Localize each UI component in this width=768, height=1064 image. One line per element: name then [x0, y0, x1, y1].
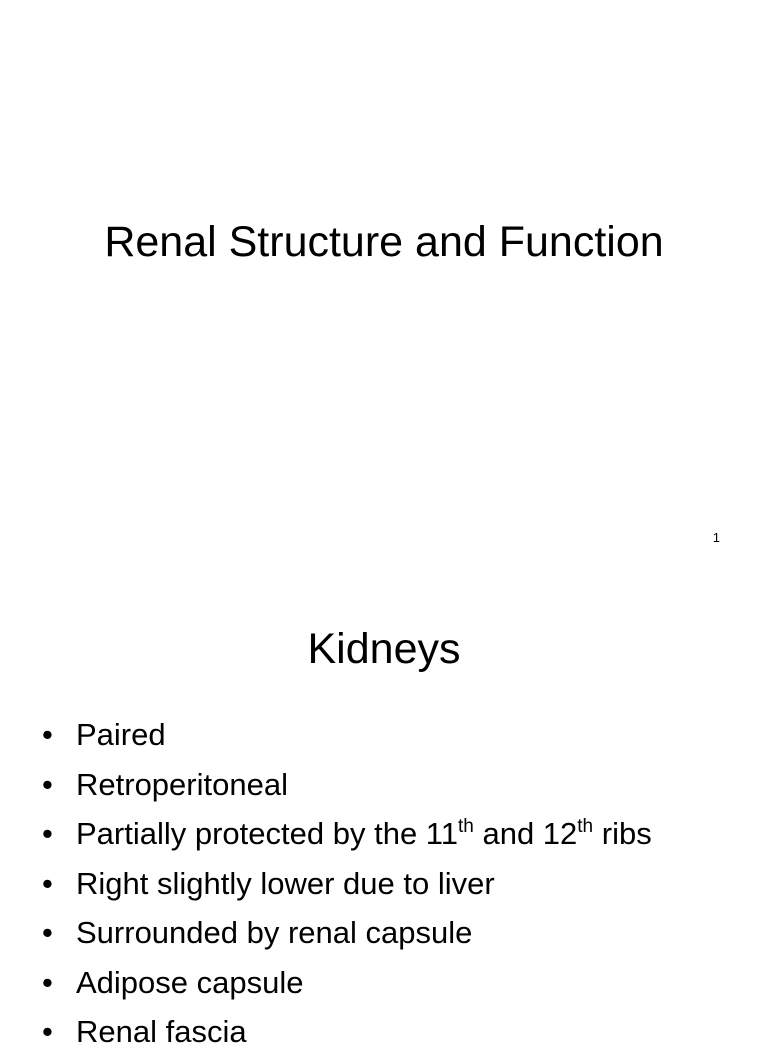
bullet-icon: • [42, 915, 53, 950]
slide-title: Renal Structure and Function [104, 218, 664, 266]
bullet-text-part: ribs [593, 816, 652, 851]
bullet-icon: • [42, 816, 53, 851]
slide-2 [0, 576, 768, 1049]
page-number: 1 [712, 530, 720, 545]
bullet-text: Surrounded by renal capsule [76, 915, 473, 950]
bullet-text: Right slightly lower due to liver [76, 865, 495, 901]
bullet-text-part: Partially protected by the 11 [76, 816, 458, 851]
bullet-icon: • [42, 1014, 53, 1049]
ordinal-suffix: th [457, 816, 474, 837]
bullet-text: Retroperitoneal [76, 766, 288, 802]
bullet-text: Paired [76, 717, 166, 752]
slide-title: Kidneys [307, 625, 461, 673]
bullet-text [76, 816, 652, 852]
bullet-text: Renal fascia [76, 1014, 247, 1049]
bullet-icon: • [42, 766, 53, 802]
bullet-text: Adipose capsule [76, 964, 304, 1000]
bullet-text-part: and 12 [473, 816, 578, 851]
bullet-icon: • [42, 964, 53, 1000]
bullet-icon: • [42, 717, 53, 752]
bullet-icon: • [42, 865, 53, 901]
ordinal-suffix: th [577, 816, 594, 837]
